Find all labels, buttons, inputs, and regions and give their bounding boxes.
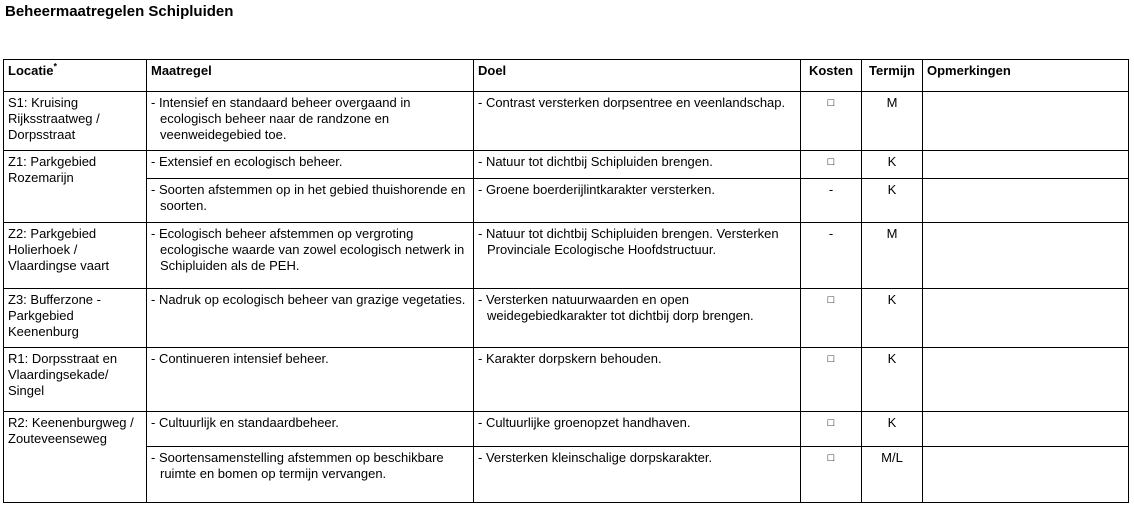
locatie-cell: Z1: Parkgebied Rozemarijn bbox=[4, 151, 147, 223]
header-kosten: Kosten bbox=[801, 60, 862, 92]
maatregel-cell: - Nadruk op ecologisch beheer van grazige vegetaties. bbox=[147, 289, 474, 348]
doel-cell: - Natuur tot dichtbij Schipluiden brengen. bbox=[474, 151, 801, 179]
opmerkingen-cell bbox=[923, 348, 1129, 412]
locatie-cell: Z3: Bufferzone - Parkgebied Keenenburg bbox=[4, 289, 147, 348]
termijn-cell: K bbox=[862, 151, 923, 179]
termijn-cell: K bbox=[862, 289, 923, 348]
doel-cell: - Karakter dorpskern behouden. bbox=[474, 348, 801, 412]
page-title: Beheermaatregelen Schipluiden bbox=[5, 3, 234, 20]
table-row bbox=[4, 92, 1129, 151]
header-locatie-footnote-mark: * bbox=[53, 61, 58, 72]
opmerkingen-cell bbox=[923, 289, 1129, 348]
header-locatie: Locatie* bbox=[4, 60, 147, 92]
opmerkingen-cell bbox=[923, 151, 1129, 179]
termijn-cell: K bbox=[862, 412, 923, 447]
doel-cell: - Contrast versterken dorpsentree en veenlandschap. bbox=[474, 92, 801, 151]
opmerkingen-cell bbox=[923, 92, 1129, 151]
locatie-cell: R2: Keenenburgweg / Zouteveenseweg bbox=[4, 412, 147, 503]
measures-table bbox=[3, 59, 1129, 503]
kosten-cell: □ bbox=[801, 412, 862, 447]
kosten-cell: □ bbox=[801, 447, 862, 503]
kosten-cell: □ bbox=[801, 348, 862, 412]
doel-cell: - Natuur tot dichtbij Schipluiden brengen. Versterken Provinciale Ecologische Hoofdstructuur. bbox=[474, 223, 801, 289]
opmerkingen-cell bbox=[923, 179, 1129, 223]
termijn-cell: M/L bbox=[862, 447, 923, 503]
maatregel-cell: - Ecologisch beheer afstemmen op vergroting ecologische waarde van zowel ecologisch netwerk in Schipluiden als de PEH. bbox=[147, 223, 474, 289]
table-row bbox=[4, 289, 1129, 348]
doel-cell: - Groene boerderijlintkarakter versterken. bbox=[474, 179, 801, 223]
kosten-cell: □ bbox=[801, 151, 862, 179]
locatie-cell: Z2: Parkgebied Holierhoek / Vlaardingse vaart bbox=[4, 223, 147, 289]
termijn-cell: K bbox=[862, 179, 923, 223]
maatregel-cell: - Continueren intensief beheer. bbox=[147, 348, 474, 412]
maatregel-cell: - Intensief en standaard beheer overgaand in ecologisch beheer naar de randzone en veenweidegebied toe. bbox=[147, 92, 474, 151]
termijn-cell: M bbox=[862, 92, 923, 151]
termijn-cell: M bbox=[862, 223, 923, 289]
header-doel: Doel bbox=[474, 60, 801, 92]
opmerkingen-cell bbox=[923, 447, 1129, 503]
table-row bbox=[4, 348, 1129, 412]
table-row bbox=[4, 223, 1129, 289]
doel-cell: - Versterken natuurwaarden en open weidegebiedkarakter tot dichtbij dorp brengen. bbox=[474, 289, 801, 348]
locatie-cell: S1: Kruising Rijksstraatweg / Dorpsstraat bbox=[4, 92, 147, 151]
table-row bbox=[4, 412, 1129, 447]
opmerkingen-cell bbox=[923, 223, 1129, 289]
doel-cell: - Versterken kleinschalige dorpskarakter. bbox=[474, 447, 801, 503]
opmerkingen-cell bbox=[923, 412, 1129, 447]
doel-cell: - Cultuurlijke groenopzet handhaven. bbox=[474, 412, 801, 447]
kosten-cell: - bbox=[801, 223, 862, 289]
maatregel-cell: - Extensief en ecologisch beheer. bbox=[147, 151, 474, 179]
kosten-cell: - bbox=[801, 179, 862, 223]
header-maatregel: Maatregel bbox=[147, 60, 474, 92]
kosten-cell: □ bbox=[801, 289, 862, 348]
maatregel-cell: - Soorten afstemmen op in het gebied thuishorende en soorten. bbox=[147, 179, 474, 223]
table-row bbox=[4, 447, 1129, 503]
kosten-cell: □ bbox=[801, 92, 862, 151]
table-header-row bbox=[4, 60, 1129, 92]
maatregel-cell: - Soortensamenstelling afstemmen op beschikbare ruimte en bomen op termijn vervangen. bbox=[147, 447, 474, 503]
table-row bbox=[4, 179, 1129, 223]
termijn-cell: K bbox=[862, 348, 923, 412]
table-row bbox=[4, 151, 1129, 179]
maatregel-cell: - Cultuurlijk en standaardbeheer. bbox=[147, 412, 474, 447]
header-termijn: Termijn bbox=[862, 60, 923, 92]
locatie-cell: R1: Dorpsstraat en Vlaardingsekade/ Singel bbox=[4, 348, 147, 412]
header-opmerkingen: Opmerkingen bbox=[923, 60, 1129, 92]
